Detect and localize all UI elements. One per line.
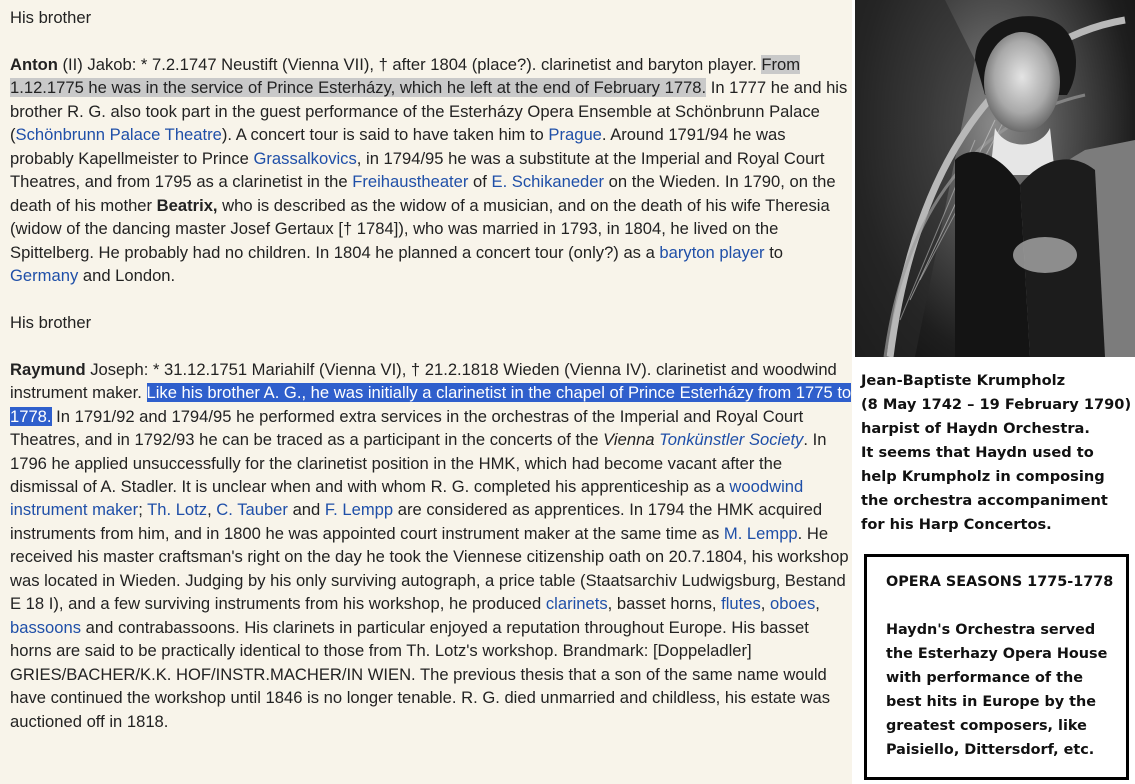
opera-box-line: best hits in Europe by the (886, 694, 1097, 710)
link-baryton-player[interactable]: baryton player (659, 242, 765, 262)
anton-text: ). A concert tour is said to have taken him to (221, 125, 549, 145)
paragraph-gap (10, 334, 852, 357)
opera-box-line: the Esterhazy Opera House (886, 646, 1108, 662)
link-m-lempp[interactable]: M. Lempp (723, 523, 798, 543)
caption-line: help Krumpholz in composing (861, 468, 1105, 485)
opera-box-line: with performance of the (886, 670, 1084, 686)
opera-box-title: OPERA SEASONS 1775-1778 (886, 574, 1114, 590)
caption-line: harpist of Haydn Orchestra. (861, 420, 1090, 437)
link-bassoons[interactable]: bassoons (10, 617, 82, 637)
portrait-caption (861, 369, 1133, 537)
krumpholz-portrait-image (855, 0, 1135, 357)
opera-box-line: Paisiello, Dittersdorf, etc. (886, 742, 1095, 758)
raymund-text: and (287, 500, 325, 520)
link-c-tauber[interactable]: C. Tauber (216, 500, 288, 520)
raymund-text: . In 1796 he applied unsuccessfully for the clarinetist position in the HMK, which had become vacant after the dismissal of A. Stadler. It is unclear when and with whom R. G. completed his apprenticeship as a (10, 430, 827, 497)
heading-his-brother-1: His brother (10, 8, 92, 27)
anton-text: In 1777 he and his brother R. G. also took part in the guest performance of the Esterházy Opera Ensemble at Schönbrunn Palace ( (10, 78, 848, 145)
opera-box-line: Haydn's Orchestra served (886, 622, 1096, 638)
anton-text: of (468, 172, 492, 192)
link-prague[interactable]: Prague (548, 125, 602, 145)
raymund-text: , (207, 500, 217, 520)
link-flutes[interactable]: flutes (721, 594, 761, 614)
link-woodwind-instrument-maker[interactable]: woodwind instrument maker (10, 477, 804, 520)
caption-line: (8 May 1742 – 19 February 1790) (861, 396, 1132, 413)
anton-text: who is described as the widow of a musician, and on the death of his wife Theresia (widow of the dancing master Josef Gertaux [† 1784]), who was married in 1793, in 1804, he lived on the Spittelberg. He probably had no children. In 1804 he planned a concert tour (only?) as a (10, 195, 830, 262)
link-tonkunstler-society[interactable] (659, 430, 803, 449)
anton-text: . Around 1791/94 he was probably Kapellmeister to Prince (10, 125, 786, 168)
anton-paragraph (10, 53, 852, 288)
heading-his-brother-2: His brother (10, 312, 92, 332)
raymund-text: In 1791/92 and 1794/95 he performed extra services in the orchestras of the Imperial and Royal Court Theatres, and in 1792/93 he can be traced as a participant in the concerts of the (10, 406, 804, 450)
raymund-text: , (815, 594, 820, 614)
beatrix-name: Beatrix, (156, 195, 218, 215)
raymund-text: , (760, 594, 771, 614)
paragraph-gap (10, 29, 852, 52)
anton-text: on the Wieden. In 1790, on the death of his mother (10, 172, 836, 215)
anton-text: and London. (78, 265, 176, 285)
raymund-text: ; (138, 500, 148, 520)
anton-text: , in 1794/95 he was a substitute at the Imperial and Royal Court Theatres, and from 1795 as a clarinetist in the (10, 148, 825, 192)
raymund-text: , basset horns, (607, 594, 722, 614)
portrait-illustration (855, 0, 1135, 357)
raymund-text: . He received his master craftsman's right on the day he took the Viennese citizenship oath on 20.7.1804, his workshop was located in Wieden. Judging by his only surviving autograph, a price table (Staatsarchiv Ludwigsburg, Bestand E 18 I), and a few surviving instruments from his workshop, he produced (10, 523, 849, 614)
link-freihaustheater[interactable]: Freihaustheater (352, 172, 469, 192)
anton-highlight[interactable]: From 1.12.1775 he was in the service of Prince Esterházy, which he left at the end of February 1778. (10, 54, 801, 98)
paragraph-gap (10, 287, 852, 310)
raymund-text: Joseph: * 31.12.1751 Mariahilf (Vienna VI), † 21.2.1818 Wieden (Vienna IV). clarinetist and woodwind instrument maker. (10, 359, 837, 403)
raymund-text: and contrabassoons. His clarinets in particular enjoyed a reputation throughout Europe. His basset horns are said to be practically identical to those from Th. Lotz's workshop. Brandmark: [Doppeladler] GRIES/BACHER/K.K. HOF/INSTR.MACHER/IN WIEN. The previous thesis that a son of the same name would have continued the workshop until 1846 is no longer tenable. R. G. died unmarried and childless, his estate was auctioned off in 1818. (10, 617, 831, 731)
anton-text: (II) Jakob: * 7.2.1747 Neustift (Vienna VII), † after 1804 (place?). clarinetist and baryton player. (57, 54, 762, 74)
caption-line: Jean-Baptiste Krumpholz (861, 372, 1066, 389)
link-germany[interactable]: Germany (10, 265, 79, 285)
caption-line: for his Harp Concertos. (861, 516, 1052, 533)
opera-box-spacer (886, 594, 1116, 618)
anton-text: to (764, 242, 784, 262)
raymund-highlight[interactable]: Like his brother A. G., he was initially a clarinetist in the chapel of Prince Esterházy from 1775 to 1778. (10, 383, 852, 426)
raymund-text: are considered as apprentices. In 1794 the HMK acquired instruments from him, and in 1800 he was appointed court instrument maker at the same time as (10, 500, 823, 543)
vienna-italic: Vienna (603, 430, 655, 450)
opera-box-line: greatest composers, like (886, 718, 1087, 734)
link-f-lempp[interactable]: F. Lempp (324, 500, 394, 520)
link-oboes[interactable]: oboes (770, 594, 816, 614)
link-grassalkovics[interactable]: Grassalkovics (253, 148, 357, 168)
anton-name: Anton (10, 54, 58, 74)
link-clarinets[interactable]: clarinets (545, 594, 608, 614)
raymund-name: Raymund (10, 359, 86, 379)
link-schonbrunn-palace-theatre[interactable]: Schönbrunn Palace Theatre (15, 125, 222, 145)
tonkunstler-society-label: Tonkünstler Society (659, 430, 804, 450)
caption-line: It seems that Haydn used to (861, 444, 1094, 461)
caption-line: the orchestra accompaniment (861, 492, 1108, 509)
link-th-lotz[interactable]: Th. Lotz (147, 500, 208, 520)
opera-seasons-box (864, 554, 1129, 780)
raymund-paragraph (10, 358, 852, 733)
link-e-schikaneder[interactable]: E. Schikaneder (491, 172, 605, 192)
